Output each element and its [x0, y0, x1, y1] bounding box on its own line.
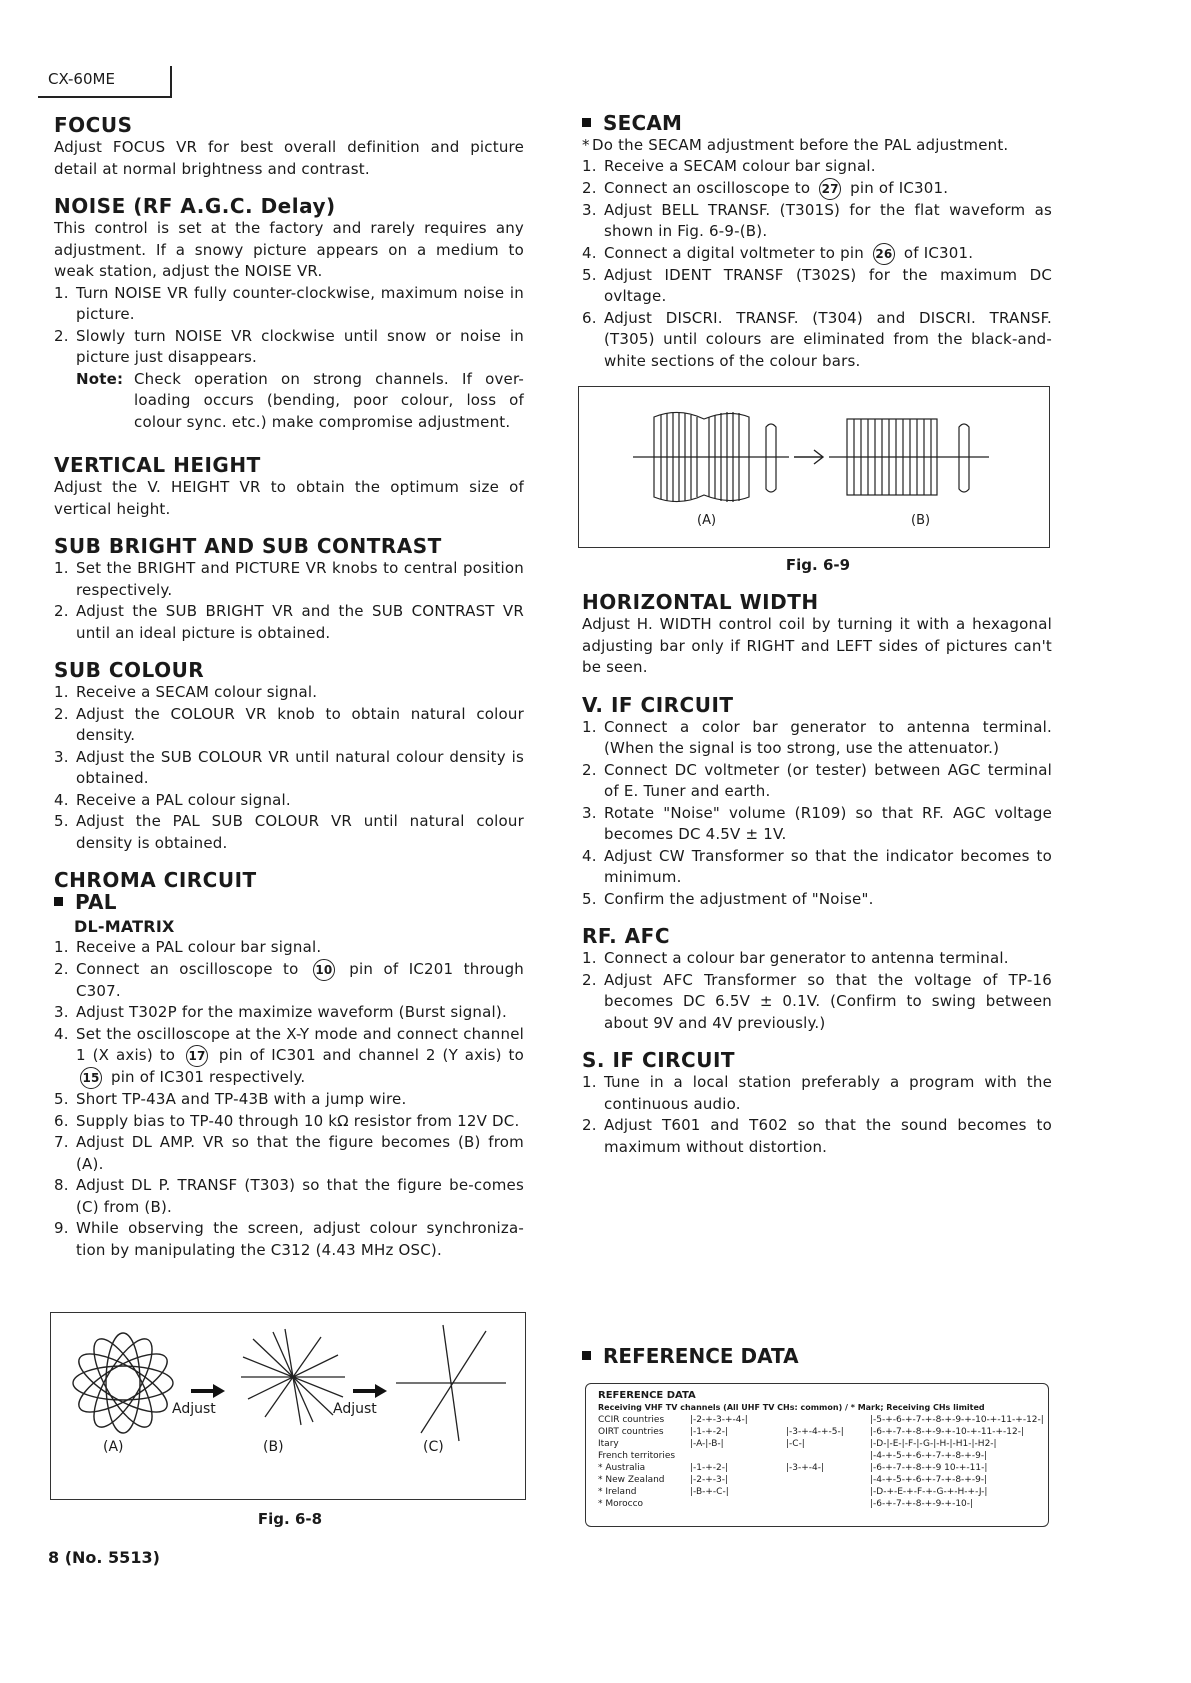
chroma-section — [54, 868, 524, 1261]
fig-label-c: (C) — [423, 1439, 444, 1455]
list-item: 2. Adjust the COLOUR VR knob to obtain natural colour density. — [54, 704, 524, 744]
list-item: 5. Adjust the PAL SUB COLOUR VR until natural colour density is obtained. — [54, 812, 524, 852]
pin-circle: 27 — [819, 178, 841, 200]
list-item: 2. Connect an oscilloscope to 10 pin of IC201 through C307. — [54, 959, 525, 1000]
table-row: OIRT countries |-1-+-2-| |-3-+-4-+-5-| |-6-+-7-+-8-+-9-+-10-+-11-+-12-| — [598, 1427, 1025, 1437]
secam-star-note: * Do the SECAM adjustment before the PAL adjustment. — [582, 135, 1009, 154]
fig-6-8-diagram — [51, 1313, 525, 1499]
fig-6-8-caption: Fig. 6-8 — [257, 1510, 323, 1528]
sif-steps — [582, 1072, 1052, 1158]
noise-title: NOISE (RF A.G.C. Delay) — [54, 194, 336, 218]
list-item: 4. Receive a PAL colour signal. — [54, 790, 291, 809]
table-row: * New Zealand |-2-+-3-| |-4-+-5-+-6-+-7-+-8-+-9-| — [598, 1475, 988, 1485]
lissajous-b — [241, 1329, 345, 1425]
hwidth-text: Adjust H. WIDTH control coil by turning it with a hexagonal adjusting bar only if RIGHT and LEFT sides of pictures can't be seen. — [582, 615, 1052, 676]
secam-steps — [582, 156, 1052, 372]
ref-box-sub: Receiving VHF TV channels (All UHF TV CHs: common) / * Mark; Receiving CHs limited — [598, 1403, 985, 1412]
list-item: 6. Adjust DISCRI. TRANSF. (T304) and DISCRI. TRANSF. (T305) until colours are eliminated from the black-and-white sections of the colour bars. — [582, 308, 1052, 370]
list-item: 2. Slowly turn NOISE VR clockwise until snow or noise in picture just disappears. — [54, 326, 524, 366]
page-number: 8 (No. 5513) — [48, 1548, 160, 1567]
lissajous-a — [71, 1331, 175, 1435]
bullet-square — [582, 118, 591, 127]
pin-circle: 26 — [873, 243, 895, 265]
list-item: 7. Adjust DL AMP. VR so that the figure becomes (B) from (A). — [54, 1133, 524, 1173]
dl-matrix-heading: DL-MATRIX — [74, 916, 175, 936]
refdata-title: REFERENCE DATA — [582, 1344, 799, 1368]
focus-section — [54, 113, 524, 180]
bullet-square — [582, 1351, 591, 1360]
fig-6-9-diagram — [579, 387, 1049, 547]
subbright-section — [54, 534, 524, 644]
bullet-square — [54, 897, 63, 906]
right-column-lower — [582, 590, 1052, 1172]
pin-circle: 15 — [80, 1067, 102, 1089]
sif-section — [582, 1048, 1052, 1158]
model-label: CX-60ME — [48, 70, 115, 88]
table-row: * Morocco |-6-+-7-+-8-+-9-+-10-| — [598, 1499, 974, 1509]
lissajous-c — [396, 1325, 506, 1441]
list-item: 2. Adjust the SUB BRIGHT VR and the SUB CONTRAST VR until an ideal picture is obtained. — [54, 602, 524, 642]
pal-heading: PAL — [54, 892, 524, 914]
list-item: 2. Connect an oscilloscope to 27 pin of IC301. — [582, 178, 1052, 200]
table-row: CCIR countries |-2-+-3-+-4-| |-5-+-6-+-7-+-8-+-9-+-10-+-11-+-12-| — [598, 1415, 1044, 1425]
vif-steps — [582, 717, 1052, 911]
fig-label-a: (A) — [103, 1439, 124, 1455]
subcolour-section — [54, 658, 524, 854]
subbright-title: SUB BRIGHT AND SUB CONTRAST — [54, 534, 442, 558]
list-item: 5. Short TP-43A and TP-43B with a jump wire. — [54, 1090, 407, 1108]
adjust-label-2: Adjust — [333, 1401, 377, 1417]
list-item: 2. Adjust T601 and T602 so that the sound becomes to maximum without distortion. — [582, 1116, 1052, 1156]
note-label: Note: — [76, 369, 124, 388]
fig-label-b: (B) — [263, 1439, 284, 1455]
arrow-icon — [353, 1384, 387, 1398]
figure-6-9 — [578, 386, 1050, 548]
focus-title: FOCUS — [54, 113, 133, 137]
vheight-text: Adjust the V. HEIGHT VR to obtain the optimum size of vertical height. — [54, 478, 524, 518]
list-item: 6. Supply bias to TP-40 through 10 kΩ resistor from 12V DC. — [54, 1111, 520, 1130]
list-item: 4. Set the oscilloscope at the X-Y mode and connect channel 1 (X axis) to 17 pin of IC301 and channel 2 (Y axis) to 15 pin of IC301 respectively. — [54, 1024, 524, 1090]
list-item: 1. Tune in a local station preferably a program with the continuous audio. — [582, 1073, 1052, 1113]
list-item: 5. Confirm the adjustment of "Noise". — [582, 889, 874, 908]
vif-section — [582, 693, 1052, 911]
list-item: 2. Connect DC voltmeter (or tester) between AGC terminal of E. Tuner and earth. — [582, 760, 1052, 800]
list-item: 2. Adjust AFC Transformer so that the voltage of TP-16 becomes DC 6.5V ± 0.1V. (Confirm to swing between about 9V and 4V previously.) — [582, 970, 1052, 1032]
list-item: 1. Connect a colour bar generator to antenna terminal. — [582, 949, 1009, 967]
rfafc-title: RF. AFC — [582, 924, 671, 948]
secam-title: SECAM — [582, 113, 1052, 135]
vif-title: V. IF CIRCUIT — [582, 692, 734, 717]
ref-box-title: REFERENCE DATA — [598, 1390, 696, 1401]
rfafc-section — [582, 924, 1052, 1034]
right-column — [582, 113, 1052, 372]
arrow-icon — [794, 450, 823, 464]
fig-6-9-caption: Fig. 6-9 — [785, 556, 851, 574]
list-item: 1. Connect a color bar generator to antenna terminal. (When the signal is too strong, use the attenuator.) — [582, 717, 1052, 757]
secam-section — [582, 113, 1052, 372]
list-item: 9. While observing the screen, adjust colour synchroniza-tion by manipulating the C312 (4.43 MHz OSC). — [54, 1219, 524, 1259]
vheight-title: VERTICAL HEIGHT — [54, 453, 261, 477]
pin-circle: 10 — [313, 959, 335, 981]
sif-title: S. IF CIRCUIT — [582, 1048, 736, 1072]
noise-section — [54, 194, 524, 433]
list-item: 4. Connect a digital voltmeter to pin 26 of IC301. — [582, 243, 1052, 265]
focus-text: Adjust FOCUS VR for best overall definition and picture detail at normal brightness and contrast. — [54, 138, 524, 178]
vheight-section — [54, 453, 524, 520]
list-item: 1. Receive a SECAM colour bar signal. — [582, 157, 876, 175]
list-item: 5. Adjust IDENT TRANSF (T302S) for the maximum DC ovltage. — [582, 265, 1052, 305]
chroma-title: CHROMA CIRCUIT — [54, 868, 257, 892]
list-item: 1. Set the BRIGHT and PICTURE VR knobs to central position respectively. — [54, 559, 524, 599]
list-item: 8. Adjust DL P. TRANSF (T303) so that the figure be-comes (C) from (B). — [54, 1176, 524, 1216]
noise-intro: This control is set at the factory and rarely requires any adjustment. If a snowy picture appears on a medium to weak station, adjust the NOISE VR. — [54, 219, 524, 280]
fig-label-a: (A) — [697, 513, 717, 528]
fig-label-b: (B) — [911, 513, 931, 528]
table-row: * Australia |-1-+-2-| |-3-+-4-| |-6-+-7-+-8-+-9 10-+-11-| — [598, 1463, 988, 1473]
list-item: 3. Adjust the SUB COLOUR VR until natural colour density is obtained. — [54, 747, 524, 787]
model-tab — [38, 66, 172, 98]
table-row: Itary |-A-|-B-| |-C-| |-D-|-E-|-F-|-G-|-H-|-H1-|-H2-| — [598, 1439, 997, 1449]
subcolour-title: SUB COLOUR — [54, 658, 205, 682]
hwidth-section — [582, 590, 1052, 679]
adjust-label-1: Adjust — [172, 1401, 216, 1417]
list-item: 3. Adjust BELL TRANSF. (T301S) for the flat waveform as shown in Fig. 6-9-(B). — [582, 200, 1052, 240]
chroma-steps — [54, 937, 524, 1261]
hwidth-title: HORIZONTAL WIDTH — [582, 590, 819, 614]
note-text: Check operation on strong channels. If over-loading occurs (bending, poor colour, loss of colour sync. etc.) make compromise adjustment. — [134, 369, 524, 431]
list-item: 3. Adjust T302P for the maximize waveform (Burst signal). — [54, 1003, 507, 1021]
noise-note — [54, 369, 524, 434]
list-item: 3. Rotate "Noise" volume (R109) so that RF. AGC voltage becomes DC 4.5V ± 1V. — [582, 803, 1052, 843]
pin-circle: 17 — [186, 1045, 208, 1067]
rfafc-steps — [582, 948, 1052, 1034]
reference-data-box — [585, 1383, 1049, 1527]
subbright-steps — [54, 558, 524, 644]
left-column — [54, 113, 524, 1261]
list-item: 1. Receive a PAL colour bar signal. — [54, 938, 322, 956]
noise-steps — [54, 283, 524, 369]
list-item: 1. Receive a SECAM colour signal. — [54, 683, 318, 701]
list-item: 1. Turn NOISE VR fully counter-clockwise, maximum noise in picture. — [54, 283, 524, 323]
table-row: * Ireland |-B-+-C-| |-D-+-E-+-F-+-G-+-H-+-J-| — [598, 1487, 988, 1497]
list-item: 4. Adjust CW Transformer so that the indicator becomes to minimum. — [582, 846, 1052, 886]
subcolour-steps — [54, 682, 524, 854]
table-row: French territories |-4-+-5-+-6-+-7-+-8-+-9-| — [598, 1451, 988, 1461]
arrow-icon — [191, 1384, 225, 1398]
figure-6-8 — [50, 1312, 526, 1500]
